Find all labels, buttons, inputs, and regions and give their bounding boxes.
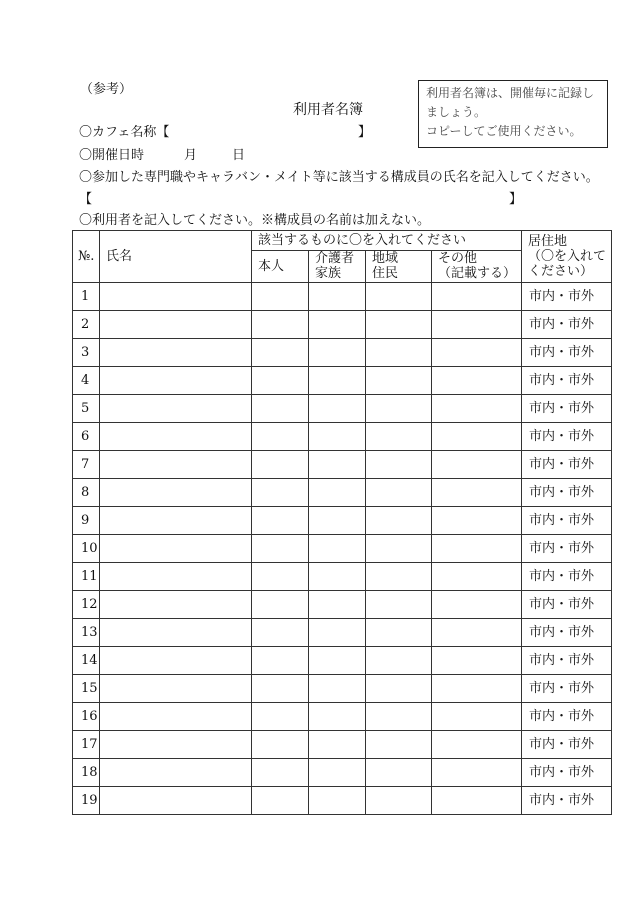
user-register-table [72, 230, 612, 815]
local-cell[interactable] [366, 339, 432, 367]
caregiver-cell[interactable] [309, 787, 366, 815]
other-cell[interactable] [432, 451, 522, 479]
self-cell[interactable] [252, 591, 309, 619]
header-row [73, 231, 612, 251]
residence-cell[interactable]: 市内・市外 [522, 759, 612, 787]
name-cell[interactable] [100, 703, 252, 731]
header-residence [522, 231, 612, 283]
caregiver-cell[interactable] [309, 395, 366, 423]
caregiver-cell[interactable] [309, 535, 366, 563]
staff-open-bracket: 【 [79, 192, 93, 207]
table-row [73, 423, 612, 451]
table-row [73, 591, 612, 619]
header-local-line-2: 住民 [372, 266, 399, 281]
row-number: 2 [73, 311, 100, 339]
other-cell[interactable] [432, 647, 522, 675]
residence-cell[interactable]: 市内・市外 [522, 423, 612, 451]
note-box [418, 80, 608, 148]
row-number: 12 [73, 591, 100, 619]
header-residence-line-3: ください） [528, 264, 594, 279]
name-cell[interactable] [100, 507, 252, 535]
note-line-2: コピーしてご使用ください。 [426, 124, 582, 138]
local-cell[interactable] [366, 563, 432, 591]
name-cell[interactable] [100, 339, 252, 367]
residence-cell[interactable]: 市内・市外 [522, 451, 612, 479]
row-number: 10 [73, 535, 100, 563]
name-cell[interactable] [100, 731, 252, 759]
residence-cell[interactable]: 市内・市外 [522, 311, 612, 339]
other-cell[interactable] [432, 787, 522, 815]
name-cell[interactable] [100, 395, 252, 423]
residence-cell[interactable]: 市内・市外 [522, 619, 612, 647]
self-cell[interactable] [252, 759, 309, 787]
local-cell[interactable] [366, 367, 432, 395]
table-row [73, 283, 612, 311]
residence-cell[interactable]: 市内・市外 [522, 367, 612, 395]
local-cell[interactable] [366, 535, 432, 563]
other-cell[interactable] [432, 759, 522, 787]
table-row [73, 619, 612, 647]
local-cell[interactable] [366, 787, 432, 815]
local-cell[interactable] [366, 311, 432, 339]
user-instruction: 〇利用者を記入してください。※構成員の名前は加えない。 [79, 213, 431, 228]
name-cell[interactable] [100, 367, 252, 395]
date-day: 日 [232, 148, 246, 163]
header-no: №. [73, 231, 100, 283]
self-cell[interactable] [252, 311, 309, 339]
header-caregiver-line-2: 家族 [315, 266, 342, 281]
local-cell[interactable] [366, 591, 432, 619]
residence-cell[interactable]: 市内・市外 [522, 731, 612, 759]
self-cell[interactable] [252, 451, 309, 479]
header-residence-line-1: 居住地 [528, 234, 568, 249]
self-cell[interactable] [252, 535, 309, 563]
self-cell[interactable] [252, 367, 309, 395]
row-number: 8 [73, 479, 100, 507]
table-row [73, 451, 612, 479]
row-number: 14 [73, 647, 100, 675]
other-cell[interactable] [432, 339, 522, 367]
other-cell[interactable] [432, 311, 522, 339]
caregiver-cell[interactable] [309, 283, 366, 311]
self-cell[interactable] [252, 479, 309, 507]
local-cell[interactable] [366, 451, 432, 479]
header-caregiver [309, 251, 366, 283]
header-other-line-2: （記載する） [438, 266, 517, 281]
local-cell[interactable] [366, 759, 432, 787]
other-cell[interactable] [432, 619, 522, 647]
name-cell[interactable] [100, 535, 252, 563]
local-cell[interactable] [366, 479, 432, 507]
name-cell[interactable] [100, 479, 252, 507]
header-self: 本人 [252, 251, 309, 283]
name-cell[interactable] [100, 647, 252, 675]
row-number: 7 [73, 451, 100, 479]
table-row [73, 731, 612, 759]
other-cell[interactable] [432, 675, 522, 703]
name-cell[interactable] [100, 787, 252, 815]
table-row [73, 563, 612, 591]
self-cell[interactable] [252, 731, 309, 759]
other-cell[interactable] [432, 703, 522, 731]
self-cell[interactable] [252, 423, 309, 451]
caregiver-cell[interactable] [309, 311, 366, 339]
row-number: 16 [73, 703, 100, 731]
row-number: 15 [73, 675, 100, 703]
residence-cell[interactable]: 市内・市外 [522, 675, 612, 703]
row-number: 3 [73, 339, 100, 367]
local-cell[interactable] [366, 395, 432, 423]
name-cell[interactable] [100, 283, 252, 311]
name-cell[interactable] [100, 619, 252, 647]
self-cell[interactable] [252, 339, 309, 367]
row-number: 13 [73, 619, 100, 647]
date-month: 月 [184, 148, 198, 163]
residence-cell[interactable]: 市内・市外 [522, 535, 612, 563]
self-cell[interactable] [252, 563, 309, 591]
other-cell[interactable] [432, 283, 522, 311]
table-row [73, 535, 612, 563]
row-number: 4 [73, 367, 100, 395]
caregiver-cell[interactable] [309, 591, 366, 619]
residence-cell[interactable]: 市内・市外 [522, 787, 612, 815]
residence-cell[interactable]: 市内・市外 [522, 395, 612, 423]
residence-cell[interactable]: 市内・市外 [522, 591, 612, 619]
row-number: 9 [73, 507, 100, 535]
caregiver-cell[interactable] [309, 451, 366, 479]
header-other [432, 251, 522, 283]
cafe-name-label: 〇カフェ名称【 [79, 125, 170, 140]
local-cell[interactable] [366, 423, 432, 451]
self-cell[interactable] [252, 619, 309, 647]
self-cell[interactable] [252, 787, 309, 815]
header-check: 該当するものに〇を入れてください [252, 231, 522, 251]
caregiver-cell[interactable] [309, 619, 366, 647]
table-row [73, 395, 612, 423]
header-other-line-1: その他 [438, 251, 478, 266]
local-cell[interactable] [366, 647, 432, 675]
name-cell[interactable] [100, 675, 252, 703]
other-cell[interactable] [432, 367, 522, 395]
other-cell[interactable] [432, 535, 522, 563]
staff-close-bracket: 】 [509, 192, 523, 207]
table-row [73, 339, 612, 367]
row-number: 6 [73, 423, 100, 451]
row-number: 5 [73, 395, 100, 423]
self-cell[interactable] [252, 675, 309, 703]
header-residence-line-2: （〇を入れて [528, 249, 607, 264]
name-cell[interactable] [100, 423, 252, 451]
table-row [73, 759, 612, 787]
other-cell[interactable] [432, 731, 522, 759]
other-cell[interactable] [432, 507, 522, 535]
caregiver-cell[interactable] [309, 703, 366, 731]
self-cell[interactable] [252, 283, 309, 311]
header-caregiver-line-1: 介護者 [315, 251, 355, 266]
row-number: 18 [73, 759, 100, 787]
other-cell[interactable] [432, 395, 522, 423]
other-cell[interactable] [432, 479, 522, 507]
residence-cell[interactable]: 市内・市外 [522, 647, 612, 675]
caregiver-cell[interactable] [309, 759, 366, 787]
residence-cell[interactable]: 市内・市外 [522, 339, 612, 367]
table-row [73, 787, 612, 815]
caregiver-cell[interactable] [309, 479, 366, 507]
header-local-line-1: 地域 [372, 251, 399, 266]
name-cell[interactable] [100, 451, 252, 479]
caregiver-cell[interactable] [309, 339, 366, 367]
table-row [73, 647, 612, 675]
caregiver-cell[interactable] [309, 563, 366, 591]
row-number: 17 [73, 731, 100, 759]
other-cell[interactable] [432, 423, 522, 451]
caregiver-cell[interactable] [309, 647, 366, 675]
caregiver-cell[interactable] [309, 675, 366, 703]
residence-cell[interactable]: 市内・市外 [522, 479, 612, 507]
local-cell[interactable] [366, 731, 432, 759]
row-number: 19 [73, 787, 100, 815]
caregiver-cell[interactable] [309, 423, 366, 451]
date-label: 〇開催日時 [79, 148, 145, 163]
page-title: 利用者名簿 [293, 102, 363, 118]
local-cell[interactable] [366, 283, 432, 311]
cafe-name-close-bracket: 】 [358, 125, 372, 140]
reference-label: （参考） [80, 82, 133, 97]
other-cell[interactable] [432, 563, 522, 591]
header-name: 氏名 [100, 231, 252, 283]
note-line-1: 利用者名簿は、開催毎に記録しましょう。 [426, 86, 595, 119]
residence-cell[interactable]: 市内・市外 [522, 563, 612, 591]
residence-cell[interactable]: 市内・市外 [522, 507, 612, 535]
name-cell[interactable] [100, 311, 252, 339]
caregiver-cell[interactable] [309, 507, 366, 535]
table-row [73, 703, 612, 731]
other-cell[interactable] [432, 591, 522, 619]
name-cell[interactable] [100, 563, 252, 591]
self-cell[interactable] [252, 507, 309, 535]
name-cell[interactable] [100, 591, 252, 619]
table-row [73, 367, 612, 395]
table-row [73, 675, 612, 703]
self-cell[interactable] [252, 647, 309, 675]
local-cell[interactable] [366, 507, 432, 535]
row-number: 1 [73, 283, 100, 311]
staff-instruction: 〇参加した専門職やキャラバン・メイト等に該当する構成員の氏名を記入してください。 [79, 170, 599, 185]
table-row [73, 479, 612, 507]
row-number: 11 [73, 563, 100, 591]
caregiver-cell[interactable] [309, 367, 366, 395]
local-cell[interactable] [366, 703, 432, 731]
table-row [73, 507, 612, 535]
caregiver-cell[interactable] [309, 731, 366, 759]
header-local [366, 251, 432, 283]
self-cell[interactable] [252, 395, 309, 423]
self-cell[interactable] [252, 703, 309, 731]
table-row [73, 311, 612, 339]
residence-cell[interactable]: 市内・市外 [522, 703, 612, 731]
name-cell[interactable] [100, 759, 252, 787]
local-cell[interactable] [366, 675, 432, 703]
residence-cell[interactable]: 市内・市外 [522, 283, 612, 311]
local-cell[interactable] [366, 619, 432, 647]
